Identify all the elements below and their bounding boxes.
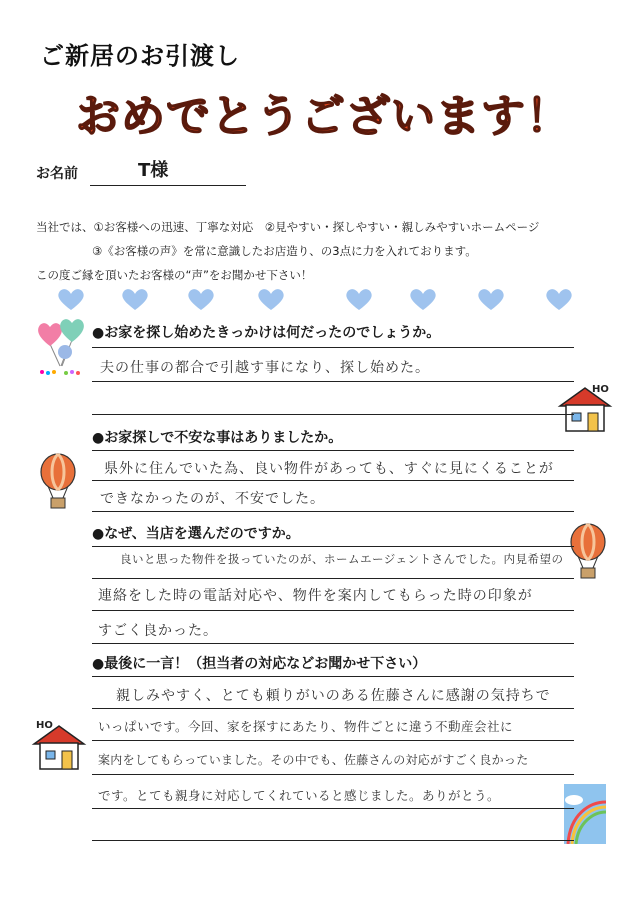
answer-line [92, 511, 574, 512]
answer-3-line-2: 連絡をした時の電話対応や、物件を案内してもらった時の印象が [98, 588, 533, 604]
question-4-title: ●最後に一言！（担当者の対応などお聞かせ下さい） [92, 656, 427, 672]
answer-4-line-1: 親しみやすく、とても頼りがいのある佐藤さんに感謝の気持ちで [116, 688, 551, 704]
answer-2-line-1: 県外に住んでいた為、良い物件があっても、すぐに見にくることが [104, 461, 554, 477]
question-2-title: ●お家探しで不安な事はありましたか。 [92, 430, 343, 446]
answer-line [92, 808, 574, 809]
house-sign-text: HO [592, 384, 609, 395]
heart-icon [546, 289, 571, 310]
heart-balloons-icon [34, 318, 90, 380]
header-subtitle: ご新居のお引渡し [40, 42, 240, 70]
hot-air-balloon-icon [36, 452, 82, 512]
answer-line [92, 578, 574, 579]
question-1-title: ●お家を探し始めたきっかけは何だったのでしょうか。 [92, 325, 441, 341]
answer-4-line-2: いっぱいです。今回、家を探すにあたり、物件ごとに違う不動産会社に [98, 719, 514, 734]
intro-line-3: この度ご縁を頂いたお客様の“声”をお聞かせ下さい！ [36, 268, 313, 282]
answer-1-line-1: 夫の仕事の都合で引越す事になり、探し始めた。 [100, 360, 430, 376]
intro-line-1: 当社では、①お客様への迅速、丁寧な対応 ②見やすい・探しやすい・親しみやすいホームページ [36, 220, 540, 234]
answer-line [92, 774, 574, 775]
rainbow-icon [564, 784, 606, 844]
answer-line [92, 840, 574, 841]
house-icon [30, 718, 88, 774]
heart-icon [346, 289, 371, 310]
house-icon [556, 382, 614, 436]
answer-line [92, 708, 574, 709]
answer-4-line-3: 案内をしてもらっていました。その中でも、佐藤さんの対応がすごく良かった [98, 753, 529, 767]
answer-line [92, 381, 574, 382]
name-label: お名前 [36, 166, 78, 182]
house-sign-text: HO [36, 720, 53, 731]
name-underline [90, 185, 246, 186]
answer-line [92, 414, 574, 415]
answer-line [92, 480, 574, 481]
answer-line [92, 740, 574, 741]
answer-line [92, 610, 574, 611]
heart-icon [122, 289, 147, 310]
answer-3-line-3: すごく良かった。 [98, 623, 218, 639]
header-title: おめでとうございます！ [76, 91, 571, 142]
heart-row [56, 288, 596, 312]
answer-line [92, 676, 574, 677]
intro-line-2: ③《お客様の声》を常に意識したお店造り、の3点に力を入れております。 [92, 244, 477, 258]
answer-line [92, 546, 574, 547]
answer-line [92, 450, 574, 451]
heart-icon [58, 289, 83, 310]
answer-3-line-1: 良いと思った物件を扱っていたのが、ホームエージェントさんでした。内見希望の [120, 552, 564, 566]
heart-icon [410, 289, 435, 310]
answer-4-line-4: です。とても親身に対応してくれていると感じました。ありがとう。 [98, 788, 501, 803]
hot-air-balloon-icon [566, 522, 612, 582]
answer-2-line-2: できなかったのが、不安でした。 [100, 491, 325, 507]
heart-icon [258, 289, 283, 310]
answer-line [92, 347, 574, 348]
question-3-title: ●なぜ、当店を選んだのですか。 [92, 526, 300, 542]
heart-icon [188, 289, 213, 310]
answer-line [92, 643, 574, 644]
heart-icon [478, 289, 503, 310]
name-value: T様 [138, 160, 169, 181]
